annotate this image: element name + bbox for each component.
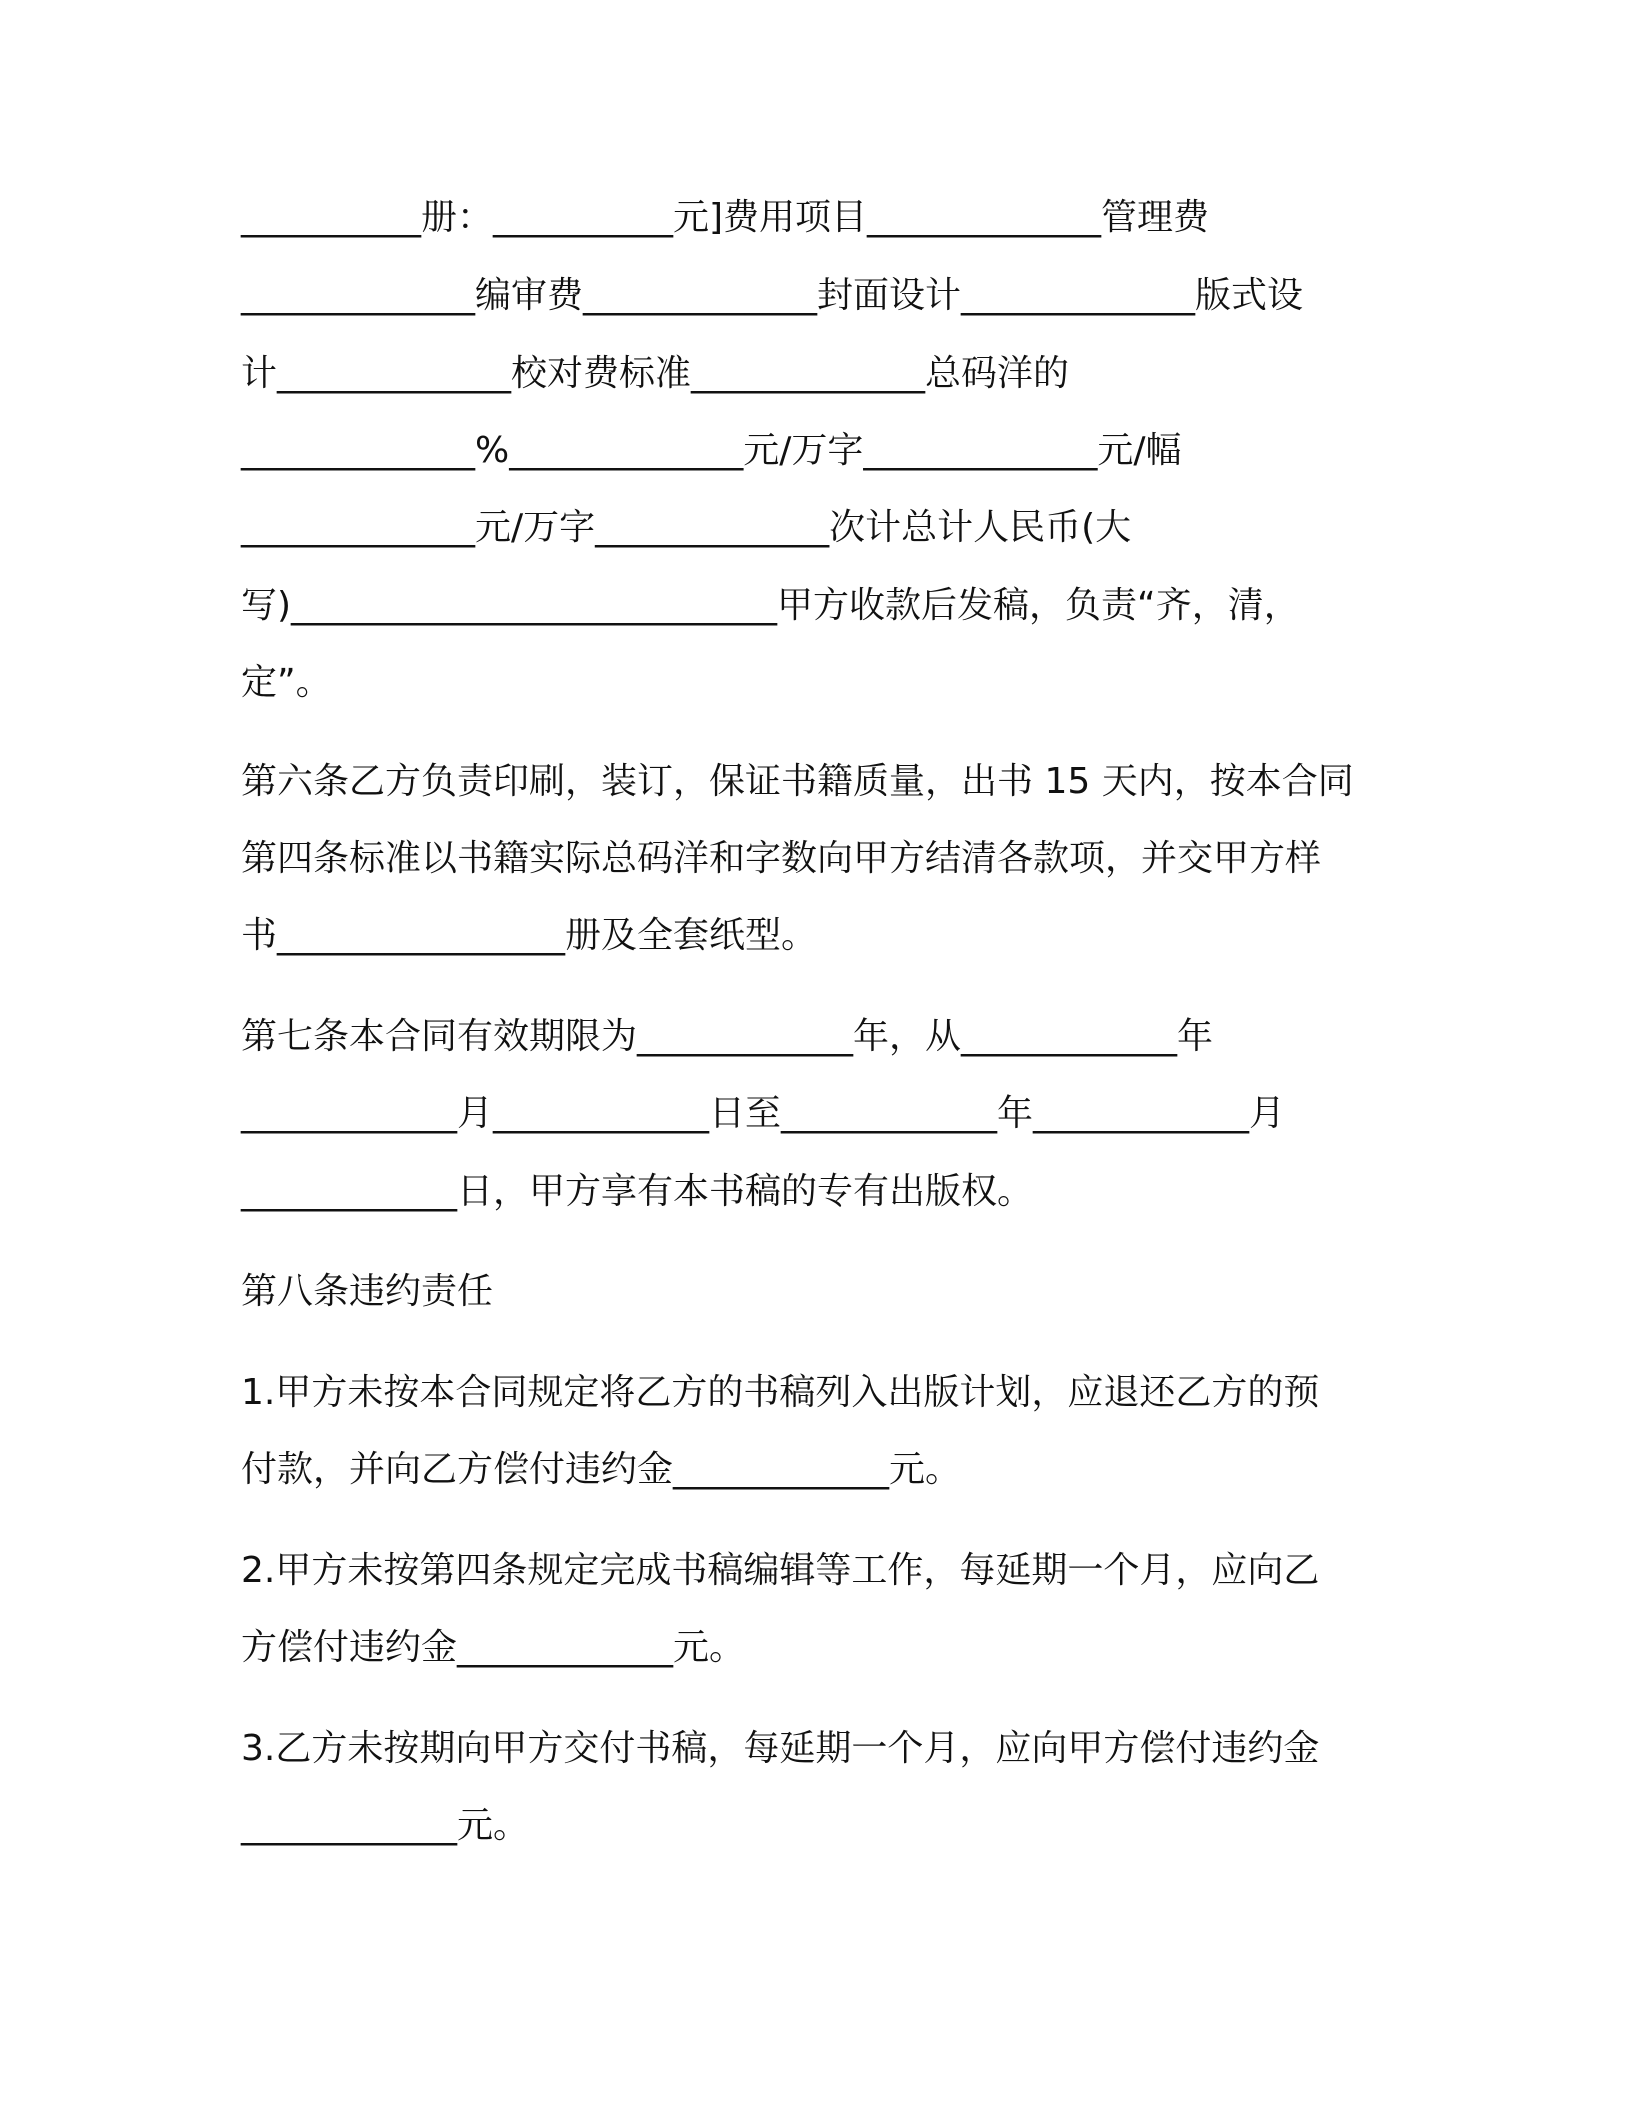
article-6-line-3: 书________________册及全套纸型。: [241, 915, 818, 956]
text-line-2: _____________编审费_____________封面设计_____________版式设: [241, 275, 1304, 316]
clause-3-line-2: ____________元。: [241, 1805, 530, 1846]
text-line-7: 定”。: [241, 662, 332, 703]
text-line-1: __________册：__________元]费用项目_____________管理费: [241, 197, 1210, 238]
clause-1-line-1: 1.甲方未按本合同规定将乙方的书稿列入出版计划，应退还乙方的预: [241, 1372, 1320, 1413]
clause-2-line-1: 2.甲方未按第四条规定完成书稿编辑等工作，每延期一个月，应向乙: [241, 1550, 1320, 1591]
clause-1-line-2: 付款，并向乙方偿付违约金____________元。: [241, 1449, 962, 1490]
article-7-line-3: ____________日，甲方享有本书稿的专有出版权。: [241, 1171, 1034, 1212]
clause-3-line-1: 3.乙方未按期向甲方交付书稿，每延期一个月，应向甲方偿付违约金: [241, 1728, 1320, 1769]
article-8-heading: 第八条违约责任: [241, 1271, 494, 1312]
article-7-line-1: 第七条本合同有效期限为____________年，从____________年: [241, 1016, 1214, 1057]
text-line-3: 计_____________校对费标准_____________总码洋的: [241, 353, 1070, 394]
text-line-4: _____________%_____________元/万字_____________元/幅: [241, 430, 1182, 471]
article-6-line-2: 第四条标准以书籍实际总码洋和字数向甲方结清各款项，并交甲方样: [241, 838, 1322, 879]
article-6-line-1: 第六条乙方负责印刷，装订，保证书籍质量，出书 15 天内，按本合同: [241, 761, 1354, 802]
text-line-6: 写)___________________________甲方收款后发稿，负责“齐，清，: [241, 585, 1300, 626]
text-line-5: _____________元/万字_____________次计总计人民币(大: [241, 507, 1132, 548]
clause-2-line-2: 方偿付违约金____________元。: [241, 1627, 746, 1668]
article-7-line-2: ____________月____________日至____________年____________月: [241, 1093, 1285, 1134]
